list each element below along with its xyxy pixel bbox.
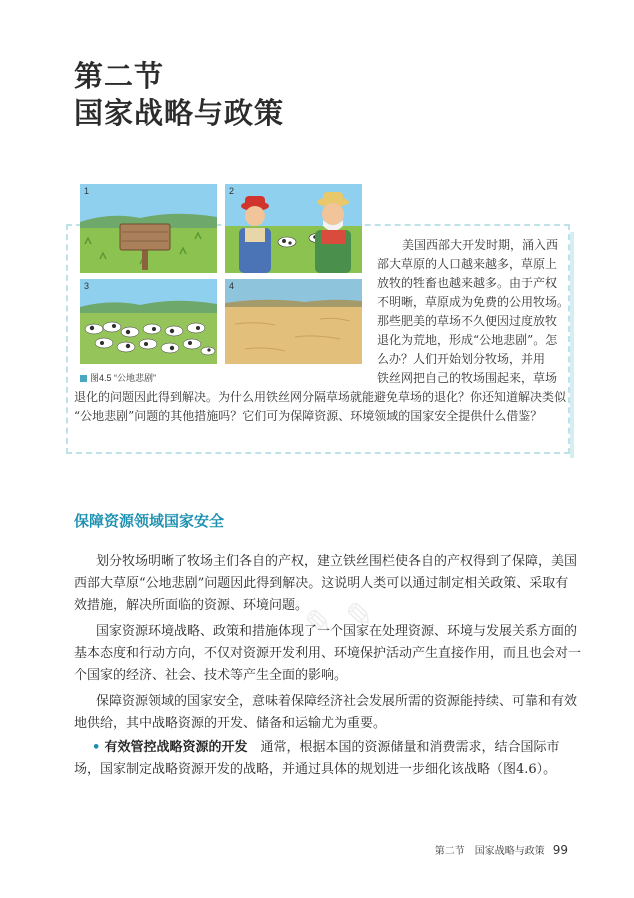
caption-marker-icon: [80, 375, 87, 382]
panel-number-1: 1: [84, 186, 90, 196]
section-number: 第二节: [74, 59, 165, 93]
bullet-icon: •: [92, 740, 101, 755]
body-text-line: 地供给，其中战略资源的开发、储备和运输尤为重要。: [74, 716, 387, 731]
case-text-line: “公地悲剧”问题的其他措施吗？它们可为保障资源、环境领域的国家安全提供什么借鉴？: [74, 409, 543, 423]
running-title: 第二节 国家战略与政策: [434, 846, 545, 857]
case-text-line: 不明晰，草原成为免费的公用牧场。: [377, 295, 570, 309]
panel-1-illustration: [80, 184, 217, 273]
section-title: 国家战略与政策: [74, 96, 285, 130]
case-text-line: 铁丝网把自己的牧场围起来，草场: [377, 371, 558, 385]
body-text-line: 场，国家制定战略资源开发的战略，并通过具体的规划进一步细化该战略（图4.6）。: [74, 762, 557, 777]
body-text-line: 个国家的经济、社会、技术等产生全面的影响。: [74, 668, 348, 683]
body-text-line: 效措施，解决所面临的资源、环境问题。: [74, 598, 309, 613]
case-text-line: 么办？人们开始划分牧场，并用: [377, 352, 546, 366]
panel-2-illustration: [225, 184, 362, 273]
body-text-line: 国家资源环境战略、政策和措施体现了一个国家在处理资源、环境与发展关系方面的: [96, 624, 578, 639]
body-text-line: 西部大草原“公地悲剧”问题因此得到解决。这说明人类可以通过制定相关政策、采取有: [74, 576, 569, 591]
comic-panel-2: [225, 184, 362, 273]
subsection-heading: 保障资源领域国家安全: [74, 512, 225, 530]
figure-caption: [80, 371, 156, 384]
page-footer: [435, 842, 568, 857]
case-text-line: 退化的问题因此得到解决。为什么用铁丝网分隔草场就能避免草场的退化？你还知道解决类似: [74, 390, 567, 404]
panel-number-4: 4: [229, 281, 235, 291]
body-text-line: 保障资源领域的国家安全，意味着保障经济社会发展所需的资源能持续、可靠和有效: [96, 694, 578, 709]
case-text-line: 退化为荒地，形成“公地悲剧”。怎: [377, 333, 558, 347]
comic-panel-3: [80, 279, 217, 364]
case-text-line: 那些肥美的草场不久便因过度放牧: [377, 314, 558, 328]
body-text-line: 划分牧场明晰了牧场主们各自的产权，建立铁丝围栏使各自的产权得到了保障，美国: [96, 554, 578, 569]
comic-panel-4: [225, 279, 362, 364]
panel-number-2: 2: [229, 186, 235, 196]
panel-3-illustration: [80, 279, 217, 364]
case-text-line: 放牧的牲畜也越来越多。由于产权: [377, 276, 558, 290]
bullet-heading: 有效管控战略资源的开发: [104, 740, 248, 755]
panel-number-3: 3: [84, 281, 90, 291]
case-text-line: 美国西部大开发时期，涌入西: [402, 238, 559, 252]
page-heading: [74, 58, 284, 132]
bullet-paragraph: [92, 738, 560, 758]
figure-caption-text: 图4.5 “公地悲剧”: [90, 373, 157, 383]
background-watermark: ✎ ✎: [296, 594, 375, 647]
comic-panel-1: [80, 184, 217, 273]
case-text-line: 部大草原的人口越来越多，草原上: [377, 257, 558, 271]
bullet-text: 通常，根据本国的资源储量和消费需求，结合国际市: [260, 740, 560, 755]
panel-4-illustration: [225, 279, 362, 364]
body-text-line: 基本态度和行动方向，不仅对资源开发利用、环境保护活动产生直接作用，而且也会对一: [74, 646, 582, 661]
page-number: 99: [552, 843, 568, 857]
